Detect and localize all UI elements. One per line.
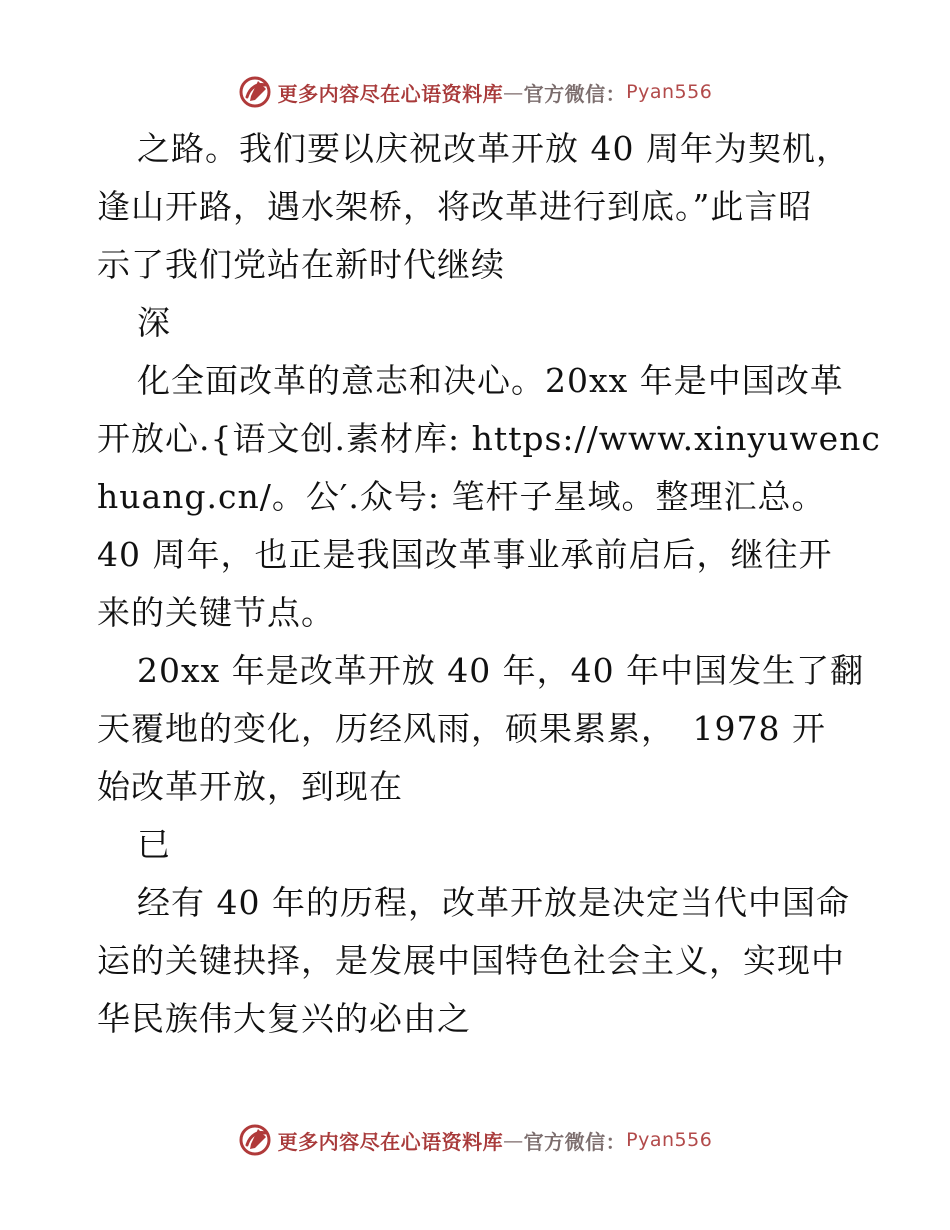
body-line: 来的关键节点。 <box>97 593 335 632</box>
footer-watermark <box>0 1120 950 1160</box>
body-line: 40 周年，也正是我国改革事业承前启后，继往开 <box>97 535 833 574</box>
watermark-dash: — <box>503 80 524 104</box>
body-line: 始改革开放，到现在 <box>97 767 403 806</box>
body-line: 开放心.{语文创.素材库: https://www.xinyuwenc <box>97 419 881 458</box>
body-line: huang.cn/。公′.众号: 笔杆子星域。整理汇总。 <box>97 477 826 516</box>
watermark-main-text: 更多内容尽在心语资料库 <box>277 81 504 106</box>
body-line: 化全面改革的意志和决心。20xx 年是中国改革 <box>137 361 844 400</box>
watermark-official-label: 官方微信： <box>523 1129 627 1154</box>
body-line: 之路。我们要以庆祝改革开放 40 周年为契机， <box>137 129 850 168</box>
body-line: 已 <box>137 825 171 864</box>
watermark-official-label: 官方微信： <box>523 81 627 106</box>
body-line: 经有 40 年的历程，改革开放是决定当代中国命 <box>137 883 850 922</box>
body-line: 华民族伟大复兴的必由之 <box>97 999 471 1038</box>
body-line: 20xx 年是改革开放 40 年，40 年中国发生了翻 <box>137 651 865 690</box>
body-line: 逢山开路，遇水架桥，将改革进行到底。”此言昭 <box>97 187 813 226</box>
body-line: 运的关键抉择，是发展中国特色社会主义，实现中 <box>97 941 845 980</box>
body-line: 深 <box>137 303 171 342</box>
watermark-wechat-id: Pyan556 <box>626 81 713 103</box>
document-body <box>97 120 881 1048</box>
watermark-dash: — <box>503 1128 524 1152</box>
brand-logo-icon <box>238 1123 272 1157</box>
header-watermark <box>0 72 950 112</box>
body-line: 天覆地的变化，历经风雨，硕果累累， 1978 开 <box>97 709 826 748</box>
body-line: 示了我们党站在新时代继续 <box>97 245 505 284</box>
watermark-wechat-id: Pyan556 <box>626 1129 713 1151</box>
watermark-main-text: 更多内容尽在心语资料库 <box>277 1129 504 1154</box>
brand-logo-icon <box>238 75 272 109</box>
